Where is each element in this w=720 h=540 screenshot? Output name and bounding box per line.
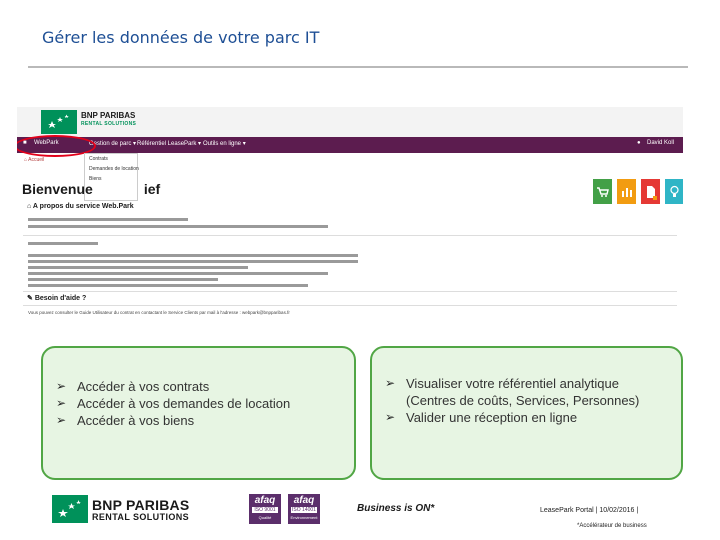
afaq-iso14001-badge xyxy=(288,494,320,524)
portal-header xyxy=(17,107,683,138)
list-item xyxy=(385,409,639,426)
footer-logo-name: BNP PARIBAS xyxy=(92,497,190,513)
afaq-iso: ISO 9001 xyxy=(252,507,278,513)
arrow-bullet-icon: ➢ xyxy=(385,410,396,424)
help-text: Vous pouvez consulter le Guide Utilisateur du contrat en contactant le Service Clients par mail à l'adresse : webpark@bnpparibas.fr xyxy=(28,310,290,315)
about-text-line xyxy=(28,266,248,269)
nav-menu-gestion-parc[interactable]: Gestion de parc ▾ xyxy=(89,141,137,147)
about-text-line xyxy=(28,242,98,245)
list-item xyxy=(385,375,639,409)
about-text-line xyxy=(28,225,328,228)
welcome-word: Bienvenue xyxy=(22,181,93,197)
section-divider xyxy=(23,291,677,292)
nav-menu-referentiel[interactable]: Référentiel LeasePark ▾ xyxy=(137,141,202,147)
section-divider xyxy=(23,305,677,306)
feature-list-right xyxy=(385,375,639,426)
slide-title: Gérer les données de votre parc IT xyxy=(42,28,320,47)
home-square-icon[interactable]: ■ xyxy=(23,140,27,146)
portal-logo-sub: RENTAL SOLUTIONS xyxy=(81,121,137,127)
document-icon xyxy=(641,179,660,204)
about-text-line xyxy=(28,284,308,287)
lightbulb-icon xyxy=(665,179,683,204)
cart-icon xyxy=(593,179,612,204)
welcome-heading xyxy=(22,181,160,197)
list-item-text: Accéder à vos demandes de location xyxy=(77,396,291,411)
list-item xyxy=(56,412,290,429)
chart-icon xyxy=(617,179,636,204)
dropdown-item-contrats[interactable]: Contrats xyxy=(89,156,108,162)
dropdown-item-biens[interactable]: Biens xyxy=(89,176,102,182)
feature-box-right xyxy=(370,346,683,480)
afaq-label: Environnement xyxy=(290,515,318,520)
arrow-bullet-icon: ➢ xyxy=(56,379,67,393)
breadcrumb[interactable] xyxy=(24,157,44,163)
welcome-tail: ief xyxy=(143,181,161,197)
about-text-line xyxy=(28,260,358,263)
afaq-label: Qualité xyxy=(258,515,272,520)
about-text-line xyxy=(28,278,218,281)
tile-cart[interactable] xyxy=(593,179,612,204)
breadcrumb-home[interactable]: Accueil xyxy=(28,157,45,163)
nav-user-name[interactable]: David Koll xyxy=(647,140,675,146)
portal-top-nav xyxy=(17,137,683,153)
home-icon: ⌂ xyxy=(24,157,28,163)
tile-lightbulb[interactable] xyxy=(665,179,683,204)
about-text-line xyxy=(28,272,328,275)
help-heading xyxy=(27,294,86,302)
section-divider xyxy=(23,235,677,236)
afaq-iso: ISO 14001 xyxy=(292,507,316,513)
footer-note: *Accélérateur de business xyxy=(577,523,647,529)
tile-document[interactable] xyxy=(641,179,660,204)
about-text-line xyxy=(28,254,358,257)
tile-chart[interactable] xyxy=(617,179,636,204)
arrow-bullet-icon: ➢ xyxy=(385,376,396,390)
nav-brand-webpark[interactable]: WebPark xyxy=(34,140,59,146)
list-item-text: Accéder à vos contrats xyxy=(77,379,210,394)
list-item-text: Accéder à vos biens xyxy=(77,413,195,428)
about-heading xyxy=(27,203,134,210)
afaq-name: afaq xyxy=(293,495,315,506)
title-divider xyxy=(28,66,688,68)
list-item-text: Visualiser votre référentiel analytique xyxy=(406,376,619,391)
portal-logo-name: BNP PARIBAS xyxy=(81,111,136,120)
feature-list-left xyxy=(56,378,290,429)
list-item xyxy=(56,378,290,395)
feature-box-left xyxy=(41,346,356,480)
nav-menu-outils[interactable]: Outils en ligne ▾ xyxy=(203,141,246,147)
house-icon: ⌂ xyxy=(27,203,32,210)
about-title: A propos du service Web.Park xyxy=(32,203,134,210)
bnp-stars-logo-icon xyxy=(52,495,88,523)
list-item-subtext: (Centres de coûts, Services, Personnes) xyxy=(406,393,640,408)
help-title: Besoin d'aide ? xyxy=(34,295,87,302)
afaq-name: afaq xyxy=(254,495,276,506)
arrow-bullet-icon: ➢ xyxy=(56,396,67,410)
arrow-bullet-icon: ➢ xyxy=(56,413,67,427)
portal-screenshot xyxy=(17,107,683,325)
afaq-iso9001-badge xyxy=(249,494,281,524)
bnp-stars-logo-icon xyxy=(41,110,77,134)
user-icon[interactable]: ● xyxy=(637,140,641,146)
list-item xyxy=(56,395,290,412)
dropdown-item-demandes[interactable]: Demandes de location xyxy=(89,166,139,172)
footer-logo-sub: RENTAL SOLUTIONS xyxy=(92,512,190,522)
list-item-text: Valider une réception en ligne xyxy=(406,410,578,425)
edit-icon: ✎ xyxy=(27,295,33,302)
portal-logo-text xyxy=(81,111,136,129)
footer-meta: LeasePark Portal | 10/02/2016 | xyxy=(540,507,639,514)
footer-slogan: Business is ON* xyxy=(357,503,435,514)
about-text-line xyxy=(28,218,188,221)
